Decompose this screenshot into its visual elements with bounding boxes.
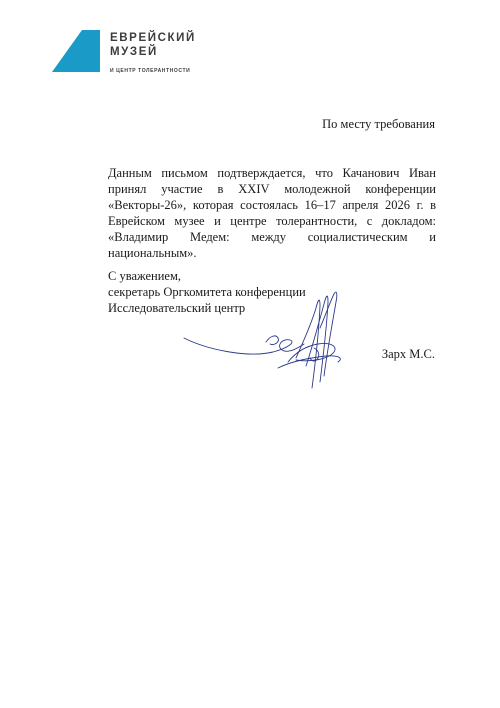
logo-text-line3: И ЦЕНТР ТОЛЕРАНТНОСТИ: [110, 68, 191, 74]
logo-text-line1: ЕВРЕЙСКИЙ: [110, 32, 196, 44]
recipient-line: По месту требования: [322, 117, 435, 131]
logo-text-line2: МУЗЕЙ: [110, 46, 158, 58]
closing-organization: Исследовательский центр: [108, 301, 246, 315]
handwritten-signature: [178, 288, 378, 398]
closing-greeting: С уважением,: [108, 269, 181, 283]
logo-mark-icon: [52, 30, 100, 72]
signatory-name: Зарх М.С.: [381, 347, 435, 361]
museum-logo: [52, 30, 212, 80]
letter-body: Данным письмом подтверждается, что Качанович Иван принял участие в XXIV молодежной конференции «Векторы-26», которая состоялась 16–17 апреля 2026 г. в Еврейском музее и центре толерантности, с докладом: «Владимир Медем: между социалистическим и национальным».: [108, 166, 436, 260]
closing-position: секретарь Оргкомитета конференции: [108, 285, 306, 299]
